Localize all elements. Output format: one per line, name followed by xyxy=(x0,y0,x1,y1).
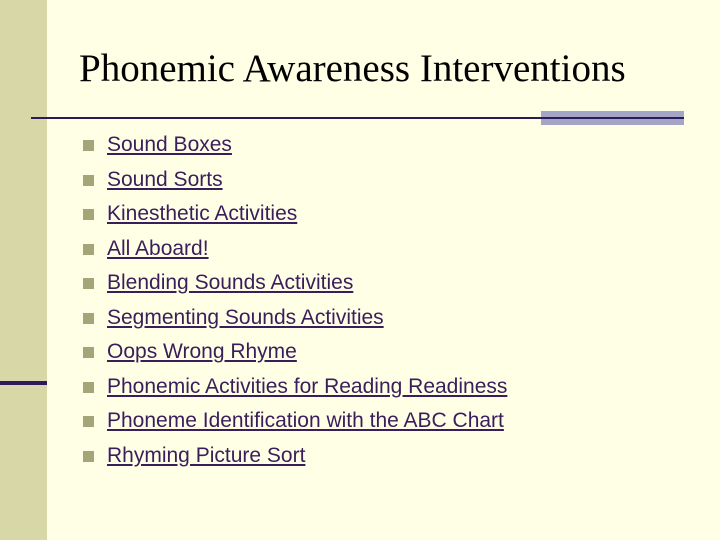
square-bullet-icon xyxy=(82,166,95,179)
list-item xyxy=(82,439,507,474)
list-item xyxy=(82,232,507,267)
left-side-bar xyxy=(0,0,47,540)
link-kinesthetic-activities[interactable]: Kinesthetic Activities xyxy=(107,202,298,225)
list-item xyxy=(82,197,507,232)
square-bullet-icon xyxy=(82,407,95,420)
square-bullet-icon xyxy=(82,338,95,351)
link-blending-sounds-activities[interactable]: Blending Sounds Activities xyxy=(107,271,354,294)
link-all-aboard[interactable]: All Aboard! xyxy=(107,236,209,260)
list-item xyxy=(82,128,507,163)
link-sound-boxes[interactable]: Sound Boxes xyxy=(107,133,232,156)
list-item xyxy=(82,266,507,301)
list-item xyxy=(82,404,507,439)
slide-title: Phonemic Awareness Interventions xyxy=(79,47,626,90)
list-item xyxy=(82,370,507,405)
bullet-list xyxy=(82,128,507,473)
square-bullet-icon xyxy=(82,235,95,248)
square-bullet-icon xyxy=(82,373,95,386)
link-sound-sorts[interactable]: Sound Sorts xyxy=(107,167,223,191)
square-bullet-icon xyxy=(82,131,95,144)
link-oops-wrong-rhyme[interactable]: Oops Wrong Rhyme xyxy=(107,340,297,363)
square-bullet-icon xyxy=(82,442,95,455)
square-bullet-icon xyxy=(82,200,95,213)
link-rhyming-picture-sort[interactable]: Rhyming Picture Sort xyxy=(107,443,306,467)
square-bullet-icon xyxy=(82,304,95,317)
link-phonemic-activities-reading-readiness[interactable]: Phonemic Activities for Reading Readiness xyxy=(107,374,508,398)
list-item xyxy=(82,163,507,198)
title-rule-overlay xyxy=(541,117,684,119)
square-bullet-icon xyxy=(82,269,95,282)
list-item xyxy=(82,335,507,370)
left-side-bar-accent xyxy=(0,381,47,385)
list-item xyxy=(82,301,507,336)
link-phoneme-identification-abc-chart[interactable]: Phoneme Identification with the ABC Chart xyxy=(107,409,504,432)
link-segmenting-sounds-activities[interactable]: Segmenting Sounds Activities xyxy=(107,305,384,329)
